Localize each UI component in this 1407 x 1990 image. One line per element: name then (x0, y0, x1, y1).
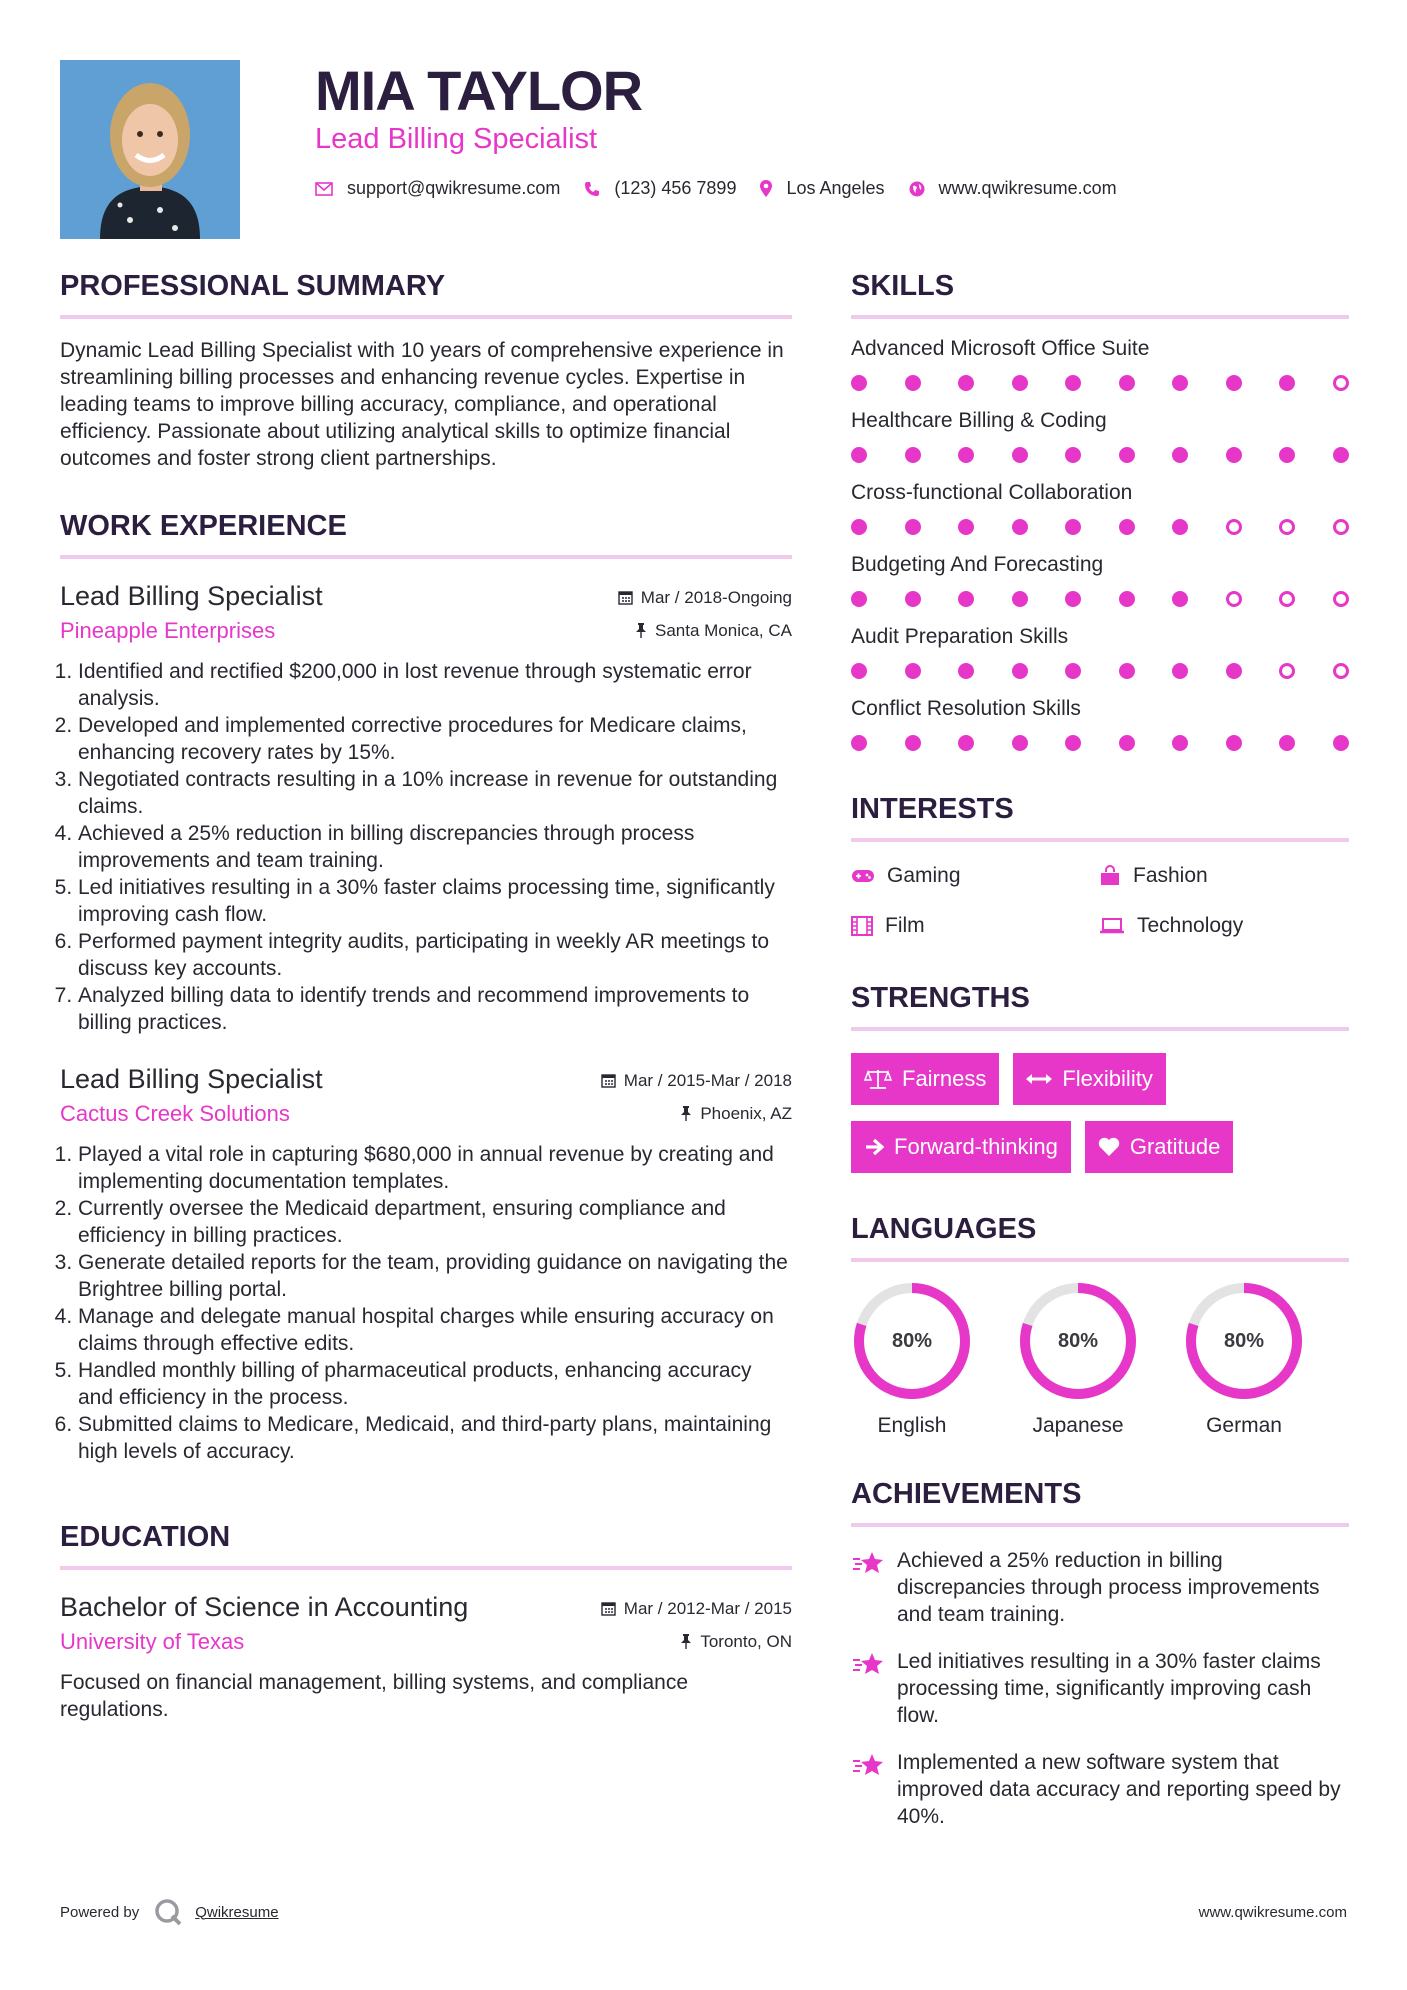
strength-label: Flexibility (1062, 1066, 1153, 1091)
skill-rating (851, 447, 1349, 463)
location-text: Los Angeles (786, 178, 885, 198)
achievement-text: Led initiatives resulting in a 30% faster claims processing time, significantly improving cash flow. (897, 1650, 1321, 1727)
language-name: English (877, 1414, 947, 1437)
rating-dot-filled (1065, 447, 1081, 463)
rating-dot-filled (851, 447, 867, 463)
achievements-list (851, 1547, 1349, 1830)
skill-name: Cross-functional Collaboration (851, 481, 1133, 504)
job-location-text: Santa Monica, CA (654, 620, 792, 640)
education-dates-text: Mar / 2012-Mar / 2015 (623, 1598, 792, 1618)
achievement-item (851, 1648, 1349, 1729)
rating-dot-filled (905, 735, 921, 751)
rating-dot-filled (958, 447, 974, 463)
rating-dot-empty (1279, 519, 1295, 535)
skill-item (851, 553, 1349, 607)
job-bullets (60, 658, 792, 1036)
interest-item (1099, 864, 1347, 888)
list-item: 6. Performed payment integrity audits, participating in weekly AR meetings to discuss key accounts. (78, 928, 792, 982)
calendar-icon (601, 1073, 616, 1088)
job-dates-text: Mar / 2015-Mar / 2018 (623, 1070, 792, 1090)
contact-location (760, 178, 884, 199)
skill-name: Healthcare Billing & Coding (851, 409, 1107, 432)
summary-text: Dynamic Lead Billing Specialist with 10 years of comprehensive experience in streamlining billing processes and enhancing revenue cycles. Expertise in leading teams to improve billing accuracy, compliance, and operational efficiency. Passionate about utilizing analytical skills to optimize financial outcomes and foster strong client partnerships. (60, 339, 784, 470)
language-item (1017, 1280, 1139, 1438)
contact-website[interactable] (909, 178, 1117, 199)
skill-item (851, 697, 1349, 751)
footer-url[interactable]: www.qwikresume.com (1198, 1904, 1347, 1921)
contact-phone[interactable] (584, 178, 736, 199)
education-description: Focused on financial management, billing systems, and compliance regulations. (60, 1671, 689, 1721)
interests-heading: INTERESTS (851, 793, 1349, 842)
contact-email[interactable] (315, 178, 560, 199)
calendar-icon (618, 590, 633, 605)
rating-dot-filled (1012, 447, 1028, 463)
strength-tag (851, 1053, 999, 1105)
education-location (680, 1632, 792, 1652)
skills-heading: SKILLS (851, 270, 1349, 319)
company-name: Cactus Creek Solutions (60, 1101, 290, 1126)
skill-rating (851, 591, 1349, 607)
interest-item (851, 914, 1099, 938)
rating-dot-filled (1333, 735, 1349, 751)
rating-dot-filled (1065, 735, 1081, 751)
interest-label: Technology (1137, 914, 1244, 937)
rating-dot-filled (1065, 519, 1081, 535)
education-location-text: Toronto, ON (700, 1631, 792, 1651)
shopping-bag-icon (1099, 865, 1121, 887)
rating-dot-filled (1119, 519, 1135, 535)
phone-icon (584, 181, 600, 197)
arrows-horizontal-icon (1026, 1072, 1052, 1086)
language-percent: 80% (891, 1330, 933, 1352)
right-column (851, 270, 1349, 1830)
powered-by-text: Powered by (60, 1903, 140, 1921)
rating-dot-filled (1279, 735, 1295, 751)
rating-dot-filled (905, 591, 921, 607)
skill-name: Budgeting And Forecasting (851, 553, 1104, 576)
rating-dot-filled (1172, 519, 1188, 535)
rating-dot-empty (1226, 591, 1242, 607)
rating-dot-empty (1333, 663, 1349, 679)
rating-dot-filled (1012, 663, 1028, 679)
list-item: 2. Currently oversee the Medicaid department, ensuring compliance and efficiency in billing practices. (78, 1195, 792, 1249)
job-dates (601, 1071, 792, 1091)
candidate-role: Lead Billing Specialist (315, 123, 598, 155)
rating-dot-filled (851, 375, 867, 391)
job-location-text: Phoenix, AZ (700, 1103, 792, 1123)
interest-label: Fashion (1133, 864, 1208, 887)
rating-dot-filled (1012, 519, 1028, 535)
list-item: 4. Achieved a 25% reduction in billing discrepancies through process improvements and team training. (78, 820, 792, 874)
contact-bar (315, 178, 1141, 199)
summary-heading: PROFESSIONAL SUMMARY (60, 270, 792, 319)
list-item: 6. Submitted claims to Medicare, Medicaid, and third-party plans, maintaining high levels of accuracy. (78, 1411, 792, 1465)
language-name: Japanese (1032, 1414, 1124, 1437)
rating-dot-filled (1119, 663, 1135, 679)
strength-label: Gratitude (1129, 1134, 1221, 1159)
rating-dot-empty (1333, 591, 1349, 607)
rating-dot-filled (1065, 663, 1081, 679)
rating-dot-filled (1226, 447, 1242, 463)
education-heading: EDUCATION (60, 1521, 792, 1570)
arrow-right-icon (864, 1138, 884, 1156)
calendar-icon (601, 1601, 616, 1616)
strengths-heading: STRENGTHS (851, 982, 1349, 1031)
skill-rating (851, 375, 1349, 391)
rating-dot-filled (958, 375, 974, 391)
degree-title: Bachelor of Science in Accounting (60, 1592, 469, 1622)
rating-dot-filled (1065, 375, 1081, 391)
job-entry-2 (60, 1064, 792, 1465)
skill-rating (851, 735, 1349, 751)
rating-dot-filled (1172, 591, 1188, 607)
website-text: www.qwikresume.com (938, 178, 1117, 198)
envelope-icon (315, 182, 333, 196)
email-text: support@qwikresume.com (347, 178, 561, 198)
rating-dot-filled (1333, 447, 1349, 463)
rating-dot-empty (1333, 519, 1349, 535)
gamepad-icon (851, 868, 875, 884)
rating-dot-filled (1279, 375, 1295, 391)
heart-icon (1098, 1137, 1120, 1157)
skills-list (851, 337, 1349, 751)
list-item: 1. Played a vital role in capturing $680,000 in annual revenue by creating and implementing documentation templates. (78, 1141, 792, 1195)
candidate-name: MIA TAYLOR (315, 59, 643, 122)
rating-dot-empty (1279, 591, 1295, 607)
rating-dot-empty (1279, 663, 1295, 679)
rating-dot-filled (905, 375, 921, 391)
strengths-list (851, 1053, 1349, 1189)
company-name: Pineapple Enterprises (60, 618, 276, 643)
skill-item (851, 481, 1349, 535)
rating-dot-filled (1172, 447, 1188, 463)
language-item (1183, 1280, 1305, 1438)
phone-text: (123) 456 7899 (614, 178, 737, 198)
globe-icon (909, 181, 925, 197)
shooting-star-icon (851, 1751, 885, 1779)
interest-item (851, 864, 1099, 888)
shooting-star-icon (851, 1650, 885, 1678)
skill-name: Conflict Resolution Skills (851, 697, 1081, 720)
rating-dot-empty (1333, 375, 1349, 391)
left-column (60, 270, 792, 1723)
skill-item (851, 625, 1349, 679)
list-item: 5. Led initiatives resulting in a 30% faster claims processing time, significantly improving cash flow. (78, 874, 792, 928)
languages-list (851, 1280, 1349, 1438)
skill-name: Audit Preparation Skills (851, 625, 1069, 648)
language-item (851, 1280, 973, 1438)
rating-dot-filled (1012, 591, 1028, 607)
map-pin-icon (760, 180, 772, 197)
pushpin-icon (680, 1634, 692, 1649)
list-item: 1. Identified and rectified $200,000 in lost revenue through systematic error analysis. (78, 658, 792, 712)
language-gauge (1183, 1280, 1305, 1402)
work-heading: WORK EXPERIENCE (60, 510, 792, 559)
interest-item (1099, 914, 1347, 938)
job-title: Lead Billing Specialist (60, 581, 323, 611)
list-item: 2. Developed and implemented corrective procedures for Medicare claims, enhancing recovery rates by 15%. (78, 712, 792, 766)
achievement-text: Achieved a 25% reduction in billing discrepancies through process improvements and team training. (897, 1549, 1320, 1626)
profile-photo (60, 60, 240, 239)
film-icon (851, 916, 873, 936)
rating-dot-filled (1012, 735, 1028, 751)
skill-item (851, 409, 1349, 463)
education-entry (60, 1592, 792, 1723)
list-item: 5. Handled monthly billing of pharmaceutical products, enhancing accuracy and efficiency in the process. (78, 1357, 792, 1411)
rating-dot-filled (851, 735, 867, 751)
rating-dot-filled (1172, 735, 1188, 751)
language-name: German (1206, 1414, 1282, 1437)
job-location (680, 1104, 792, 1124)
rating-dot-filled (1226, 375, 1242, 391)
rating-dot-filled (1065, 591, 1081, 607)
education-dates (601, 1599, 792, 1619)
rating-dot-filled (1172, 663, 1188, 679)
rating-dot-filled (1279, 447, 1295, 463)
job-dates-text: Mar / 2018-Ongoing (640, 587, 792, 607)
achievements-heading: ACHIEVEMENTS (851, 1478, 1349, 1527)
rating-dot-empty (1226, 519, 1242, 535)
rating-dot-filled (958, 591, 974, 607)
rating-dot-filled (1119, 375, 1135, 391)
strength-tag (1085, 1121, 1234, 1173)
job-title: Lead Billing Specialist (60, 1064, 323, 1094)
strength-tag (851, 1121, 1071, 1173)
skill-rating (851, 663, 1349, 679)
job-bullets (60, 1141, 792, 1465)
rating-dot-filled (1172, 375, 1188, 391)
rating-dot-filled (958, 663, 974, 679)
rating-dot-filled (958, 519, 974, 535)
job-location (635, 621, 792, 641)
list-item: 7. Analyzed billing data to identify trends and recommend improvements to billing practices. (78, 982, 792, 1036)
achievement-item (851, 1547, 1349, 1628)
skill-name: Advanced Microsoft Office Suite (851, 337, 1150, 360)
job-entry-1 (60, 581, 792, 1036)
job-dates (618, 588, 792, 608)
school-name: University of Texas (60, 1629, 245, 1654)
shooting-star-icon (851, 1549, 885, 1577)
skill-rating (851, 519, 1349, 535)
language-gauge (1017, 1280, 1139, 1402)
language-percent: 80% (1057, 1330, 1099, 1352)
skill-item (851, 337, 1349, 391)
pushpin-icon (635, 623, 647, 638)
interests-list (851, 864, 1349, 938)
balance-scale-icon (864, 1068, 892, 1090)
interest-label: Film (885, 914, 925, 937)
qwikresume-logo-icon (153, 1898, 183, 1926)
rating-dot-filled (851, 591, 867, 607)
rating-dot-filled (905, 519, 921, 535)
footer-powered (60, 1898, 279, 1926)
rating-dot-filled (851, 519, 867, 535)
rating-dot-filled (905, 663, 921, 679)
rating-dot-filled (1012, 375, 1028, 391)
rating-dot-filled (905, 447, 921, 463)
rating-dot-filled (1226, 663, 1242, 679)
brand-link[interactable]: Qwikresume (195, 1903, 279, 1921)
strength-tag (1013, 1053, 1165, 1105)
rating-dot-filled (1119, 735, 1135, 751)
strength-label: Forward-thinking (894, 1134, 1058, 1159)
list-item: 4. Manage and delegate manual hospital charges while ensuring accuracy on claims through effective edits. (78, 1303, 792, 1357)
rating-dot-filled (1119, 447, 1135, 463)
list-item: 3. Negotiated contracts resulting in a 10% increase in revenue for outstanding claims. (78, 766, 792, 820)
strength-label: Fairness (902, 1066, 987, 1091)
pushpin-icon (680, 1106, 692, 1121)
achievement-text: Implemented a new software system that improved data accuracy and reporting speed by 40%. (897, 1751, 1341, 1828)
interest-label: Gaming (887, 864, 961, 887)
laptop-icon (1099, 917, 1125, 935)
language-gauge (851, 1280, 973, 1402)
achievement-item (851, 1749, 1349, 1830)
rating-dot-filled (851, 663, 867, 679)
rating-dot-filled (1226, 735, 1242, 751)
rating-dot-filled (958, 735, 974, 751)
languages-heading: LANGUAGES (851, 1213, 1349, 1262)
rating-dot-filled (1119, 591, 1135, 607)
list-item: 3. Generate detailed reports for the team, providing guidance on navigating the Brightree billing portal. (78, 1249, 792, 1303)
language-percent: 80% (1223, 1330, 1265, 1352)
